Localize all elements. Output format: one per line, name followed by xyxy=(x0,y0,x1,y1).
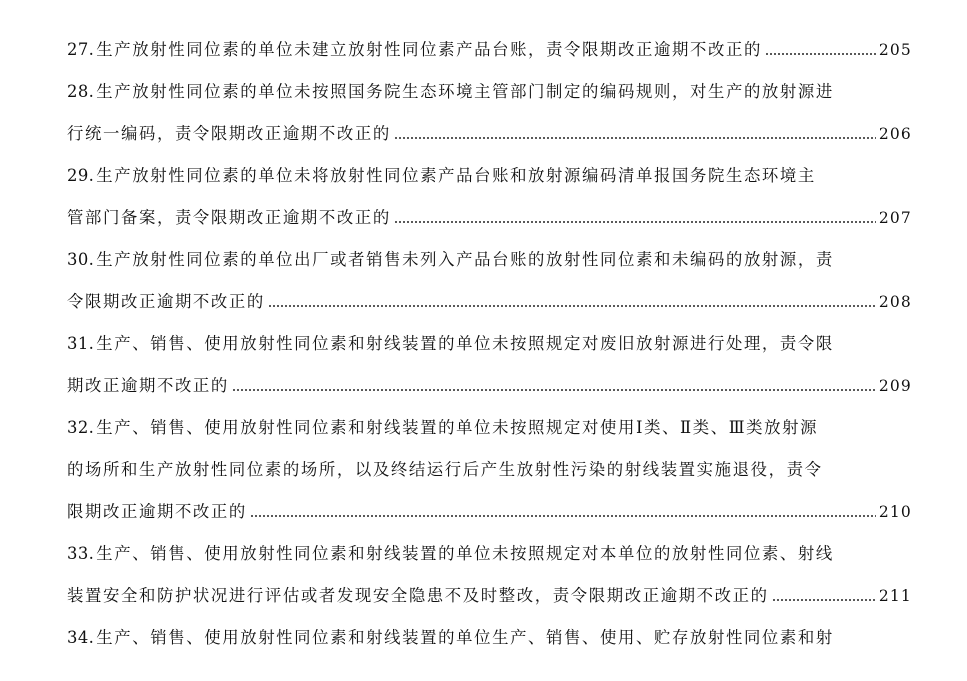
entry-title-continued: 行统一编码，责令限期改正逾期不改正的 xyxy=(67,124,391,143)
dot-leader xyxy=(250,515,876,517)
page-number: 210 xyxy=(878,503,912,521)
entry-number: 29. xyxy=(67,166,95,185)
toc-entry-33[interactable] xyxy=(67,540,912,566)
toc-entry-30-continued[interactable] xyxy=(67,288,912,314)
page-number: 206 xyxy=(878,125,912,143)
toc-entry-32-continued-2[interactable] xyxy=(67,498,912,524)
toc-entry-33-continued[interactable] xyxy=(67,582,912,608)
dot-leader xyxy=(268,305,876,307)
toc-entry-27[interactable] xyxy=(67,36,912,62)
toc-entry-32-continued[interactable] xyxy=(67,456,912,482)
page-number: 211 xyxy=(878,587,912,605)
toc-entry-30[interactable] xyxy=(67,246,912,272)
entry-title: 生产放射性同位素的单位出厂或者销售未列入产品台账的放射性同位素和未编码的放射源，责 xyxy=(96,250,834,269)
entry-title-continued: 管部门备案，责令限期改正逾期不改正的 xyxy=(67,208,391,227)
toc-entry-34[interactable] xyxy=(67,624,912,650)
entry-title: 生产、销售、使用放射性同位素和射线装置的单位生产、销售、使用、贮存放射性同位素和射 xyxy=(96,628,834,647)
entry-number: 32. xyxy=(67,418,95,437)
entry-number: 27. xyxy=(67,40,95,59)
dot-leader xyxy=(394,137,876,139)
dot-leader xyxy=(765,53,876,55)
page-number: 208 xyxy=(878,293,912,311)
entry-number: 30. xyxy=(67,250,95,269)
entry-title-continued: 的场所和生产放射性同位素的场所，以及终结运行后产生放射性污染的射线装置实施退役，责令 xyxy=(67,460,823,479)
dot-leader xyxy=(232,389,876,391)
entry-title-continued: 限期改正逾期不改正的 xyxy=(67,502,247,521)
toc-entry-31[interactable] xyxy=(67,330,912,356)
entry-title-continued: 期改正逾期不改正的 xyxy=(67,376,229,395)
toc-entry-29-continued[interactable] xyxy=(67,204,912,230)
entry-title-continued: 令限期改正逾期不改正的 xyxy=(67,292,265,311)
toc-entry-31-continued[interactable] xyxy=(67,372,912,398)
entry-title: 生产放射性同位素的单位未按照国务院生态环境主管部门制定的编码规则，对生产的放射源进 xyxy=(96,82,834,101)
entry-title: 生产、销售、使用放射性同位素和射线装置的单位未按照规定对本单位的放射性同位素、射线 xyxy=(96,544,834,563)
dot-leader xyxy=(394,221,876,223)
page-number: 209 xyxy=(878,377,912,395)
toc-entry-28-continued[interactable] xyxy=(67,120,912,146)
page-number: 207 xyxy=(878,209,912,227)
entry-number: 28. xyxy=(67,82,95,101)
toc-entry-29[interactable] xyxy=(67,162,912,188)
entry-number: 34. xyxy=(67,628,95,647)
entry-title-continued: 装置安全和防护状况进行评估或者发现安全隐患不及时整改，责令限期改正逾期不改正的 xyxy=(67,586,769,605)
toc-entry-28[interactable] xyxy=(67,78,912,104)
entry-title: 生产放射性同位素的单位未建立放射性同位素产品台账，责令限期改正逾期不改正的 xyxy=(96,40,762,59)
entry-number: 33. xyxy=(67,544,95,563)
entry-title: 生产、销售、使用放射性同位素和射线装置的单位未按照规定对使用Ⅰ类、Ⅱ类、Ⅲ类放射源 xyxy=(96,418,819,437)
entry-title: 生产、销售、使用放射性同位素和射线装置的单位未按照规定对废旧放射源进行处理，责令限 xyxy=(96,334,834,353)
entry-number: 31. xyxy=(67,334,95,353)
entry-title: 生产放射性同位素的单位未将放射性同位素产品台账和放射源编码清单报国务院生态环境主 xyxy=(96,166,816,185)
dot-leader xyxy=(772,599,876,601)
page-number: 205 xyxy=(878,41,912,59)
toc-entry-32[interactable] xyxy=(67,414,912,440)
